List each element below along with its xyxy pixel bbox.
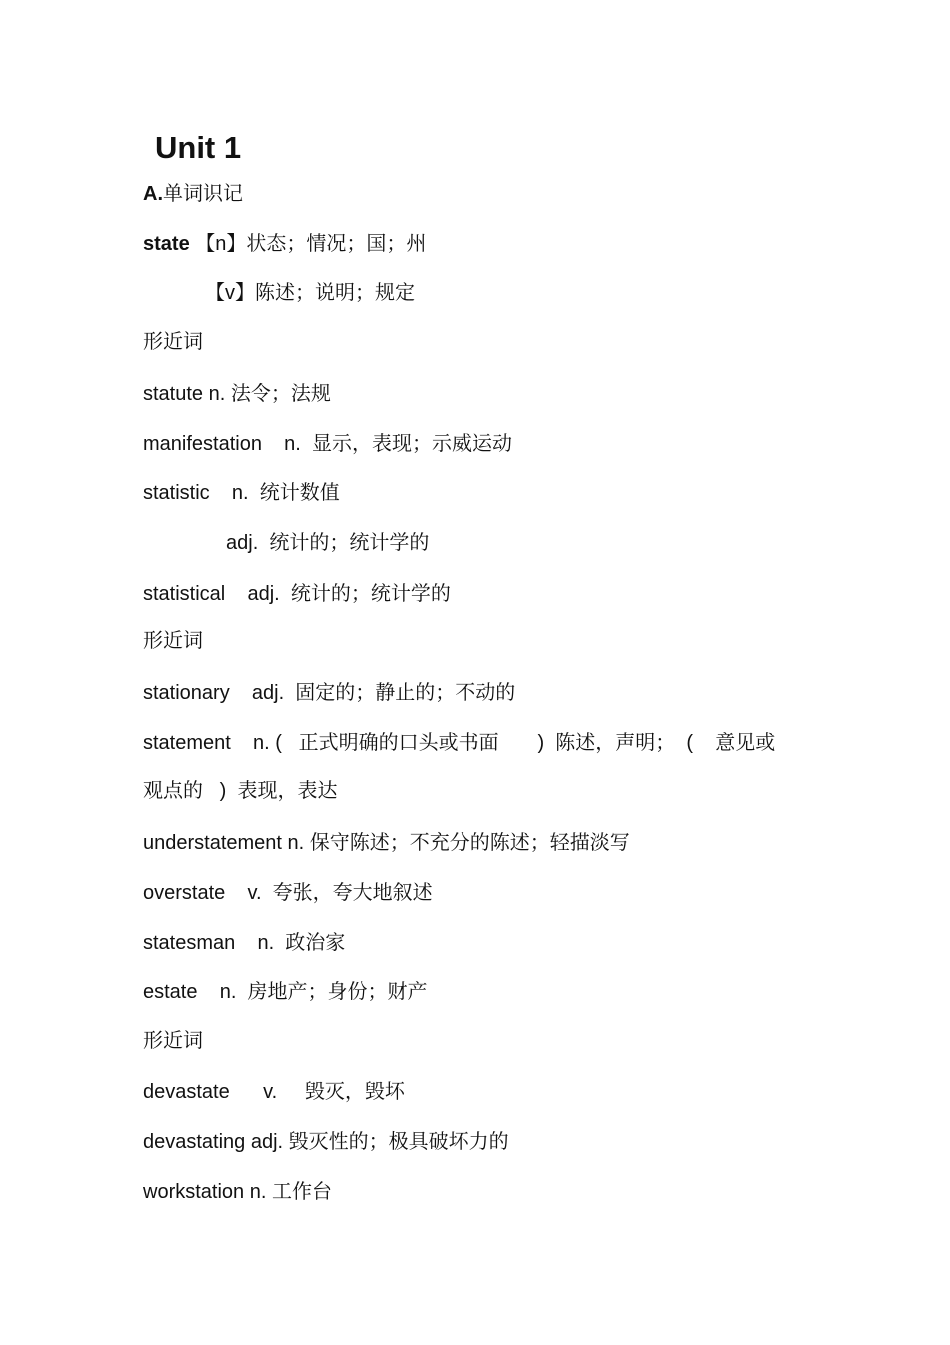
vocab-entry: manifestation n. 显示，表现；示威运动 xyxy=(143,433,512,455)
vocab-entry: estate n. 房地产；身份；财产 xyxy=(143,981,428,1003)
vocab-entry-continuation: 【v】陈述；说明；规定 xyxy=(205,282,415,304)
section-heading xyxy=(143,182,243,206)
vocab-entry: workstation n. 工作台 xyxy=(143,1181,332,1203)
similar-words-label: 形近词 xyxy=(143,331,203,353)
vocab-entry: statesman n. 政治家 xyxy=(143,932,346,954)
section-label: A. xyxy=(143,183,163,205)
vocab-entry: statute n. 法令；法规 xyxy=(143,383,331,405)
page-title: Unit 1 xyxy=(155,130,242,165)
section-heading-text: 单词识记 xyxy=(163,183,243,205)
similar-words-label: 形近词 xyxy=(143,1030,203,1052)
vocab-entry: stationary adj. 固定的；静止的；不动的 xyxy=(143,682,516,704)
vocab-entry: statement n. ( 正式明确的口头或书面 ) 陈述，声明； ( 意见或 xyxy=(143,732,776,754)
headword: state xyxy=(143,233,190,255)
vocab-entry: statistical adj. 统计的；统计学的 xyxy=(143,583,451,605)
vocab-entry-continuation: 观点的 ) 表现，表达 xyxy=(143,780,338,802)
similar-words-label: 形近词 xyxy=(143,630,203,652)
vocab-entry: devastating adj. 毁灭性的；极具破坏力的 xyxy=(143,1131,509,1153)
vocab-entry: statistic n. 统计数值 xyxy=(143,482,340,504)
definition: 【n】状态；情况；国；州 xyxy=(189,233,427,255)
vocab-entry: overstate v. 夸张，夸大地叙述 xyxy=(143,882,433,904)
vocab-entry xyxy=(143,232,426,256)
vocab-entry-continuation: adj. 统计的；统计学的 xyxy=(226,532,430,554)
vocab-entry: devastate v. 毁灭，毁坏 xyxy=(143,1081,405,1103)
vocab-entry: understatement n. 保守陈述；不充分的陈述；轻描淡写 xyxy=(143,832,630,854)
